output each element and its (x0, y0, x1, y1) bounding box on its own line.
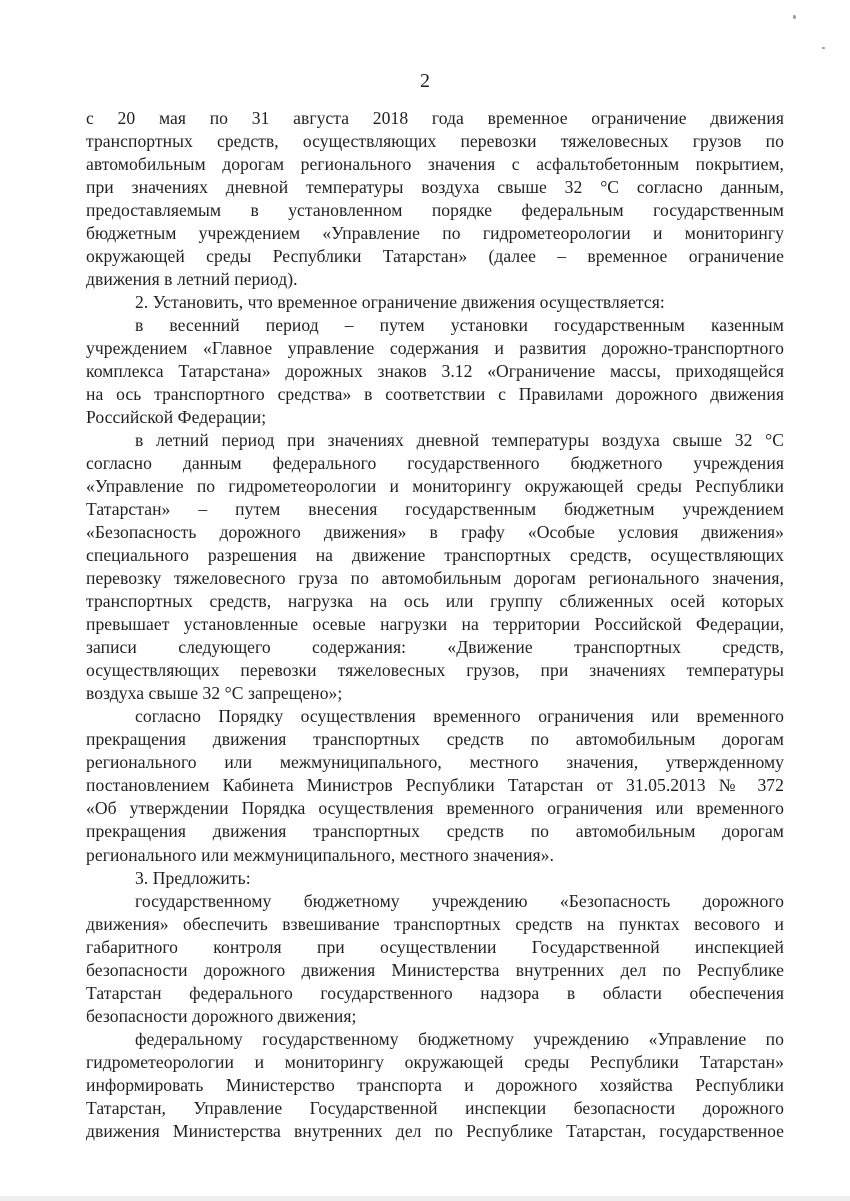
text-line: государственному бюджетному учреждению «Безопасность дорожного (135, 890, 784, 911)
text-line: Татарстан» – путем внесения государственным бюджетным учреждением (86, 499, 784, 520)
text-line: «Управление по гидрометеорологии и мониторингу окружающей среды Республики (86, 476, 784, 497)
text-line: Российской Федерации; (86, 407, 267, 428)
text-line: согласно Порядку осуществления временного ограничения или временного (135, 706, 784, 727)
text-line: специального разрешения на движение транспортных средств, осуществляющих (86, 545, 784, 566)
text-line: при значениях дневной температуры воздуха свыше 32 °С согласно данным, (86, 177, 784, 198)
text-line: бюджетным учреждением «Управление по гидрометеорологии и мониторингу (86, 223, 784, 244)
text-line: автомобильным дорогам регионального значения с асфальтобетонным покрытием, (86, 154, 784, 175)
text-line: прекращения движения транспортных средств по автомобильным дорогам (86, 821, 784, 842)
text-line: 2. Установить, что временное ограничение движения осуществляется: (135, 292, 665, 313)
text-line: на ось транспортного средства» в соответствии с Правилами дорожного движения (86, 384, 784, 405)
text-line: регионального или межмуниципального, местного значения». (86, 844, 554, 865)
page-number: 2 (420, 70, 430, 92)
text-line: в весенний период – путем установки государственным казенным (135, 315, 784, 336)
text-line: «Об утверждении Порядка осуществления временного ограничения или временного (86, 798, 784, 819)
text-line: движения Министерства внутренних дел по Республике Татарстан, государственное (86, 1120, 784, 1141)
text-line: Татарстан федерального государственного надзора в области обеспечения (86, 982, 784, 1003)
text-line: осуществляющих перевозки тяжеловесных грузов, при значениях температуры (86, 660, 784, 681)
document-body (86, 107, 784, 1143)
text-line: регионального или межмуниципального, местного значения, утвержденному (86, 752, 784, 773)
text-line: перевозку тяжеловесного груза по автомобильным дорогам регионального значения, (86, 568, 784, 589)
text-line: окружающей среды Республики Татарстан» (далее – временное ограничение (86, 246, 784, 267)
text-line: учреждением «Главное управление содержания и развития дорожно-транспортного (86, 338, 784, 359)
text-line: воздуха свыше 32 °С запрещено»; (86, 683, 343, 704)
text-line: безопасности дорожного движения; (86, 1005, 357, 1026)
text-line: согласно данным федерального государственного бюджетного учреждения (86, 453, 784, 474)
text-line: гидрометеорологии и мониторингу окружающей среды Республики Татарстан» (86, 1051, 784, 1072)
text-line: безопасности дорожного движения Министерства внутренних дел по Республике (86, 959, 784, 980)
text-line: превышает установленные осевые нагрузки на территории Российской Федерации, (86, 614, 784, 635)
text-line: движения» обеспечить взвешивание транспортных средств на пунктах весового и (86, 913, 784, 934)
scan-speck (793, 15, 796, 19)
text-line: габаритного контроля при осуществлении Государственной инспекцией (86, 936, 784, 957)
text-line: информировать Министерство транспорта и дорожного хозяйства Республики (86, 1074, 784, 1095)
text-line: движения в летний период). (86, 269, 298, 290)
text-line: предоставляемым в установленном порядке федеральным государственным (86, 200, 784, 221)
text-line: «Безопасность дорожного движения» в графу «Особые условия движения» (86, 522, 784, 543)
text-line: 3. Предложить: (135, 867, 251, 888)
text-line: записи следующего содержания: «Движение транспортных средств, (86, 637, 784, 658)
text-line: в летний период при значениях дневной температуры воздуха свыше 32 °С (135, 430, 784, 451)
scan-bottom-edge (0, 1196, 850, 1201)
text-line: транспортных средств, осуществляющих перевозки тяжеловесных грузов по (86, 131, 784, 152)
text-line: с 20 мая по 31 августа 2018 года временное ограничение движения (86, 108, 784, 128)
text-line: транспортных средств, нагрузка на ось или группу сближенных осей которых (86, 591, 784, 612)
text-line: комплекса Татарстана» дорожных знаков 3.12 «Ограничение массы, приходящейся (86, 361, 784, 382)
text-line: прекращения движения транспортных средств по автомобильным дорогам (86, 729, 784, 750)
scan-speck (822, 47, 825, 49)
text-line: Татарстан, Управление Государственной инспекции безопасности дорожного (86, 1097, 784, 1118)
text-line: постановлением Кабинета Министров Республики Татарстан от 31.05.2013 № 372 (86, 775, 784, 796)
text-line: федеральному государственному бюджетному учреждению «Управление по (135, 1028, 784, 1049)
